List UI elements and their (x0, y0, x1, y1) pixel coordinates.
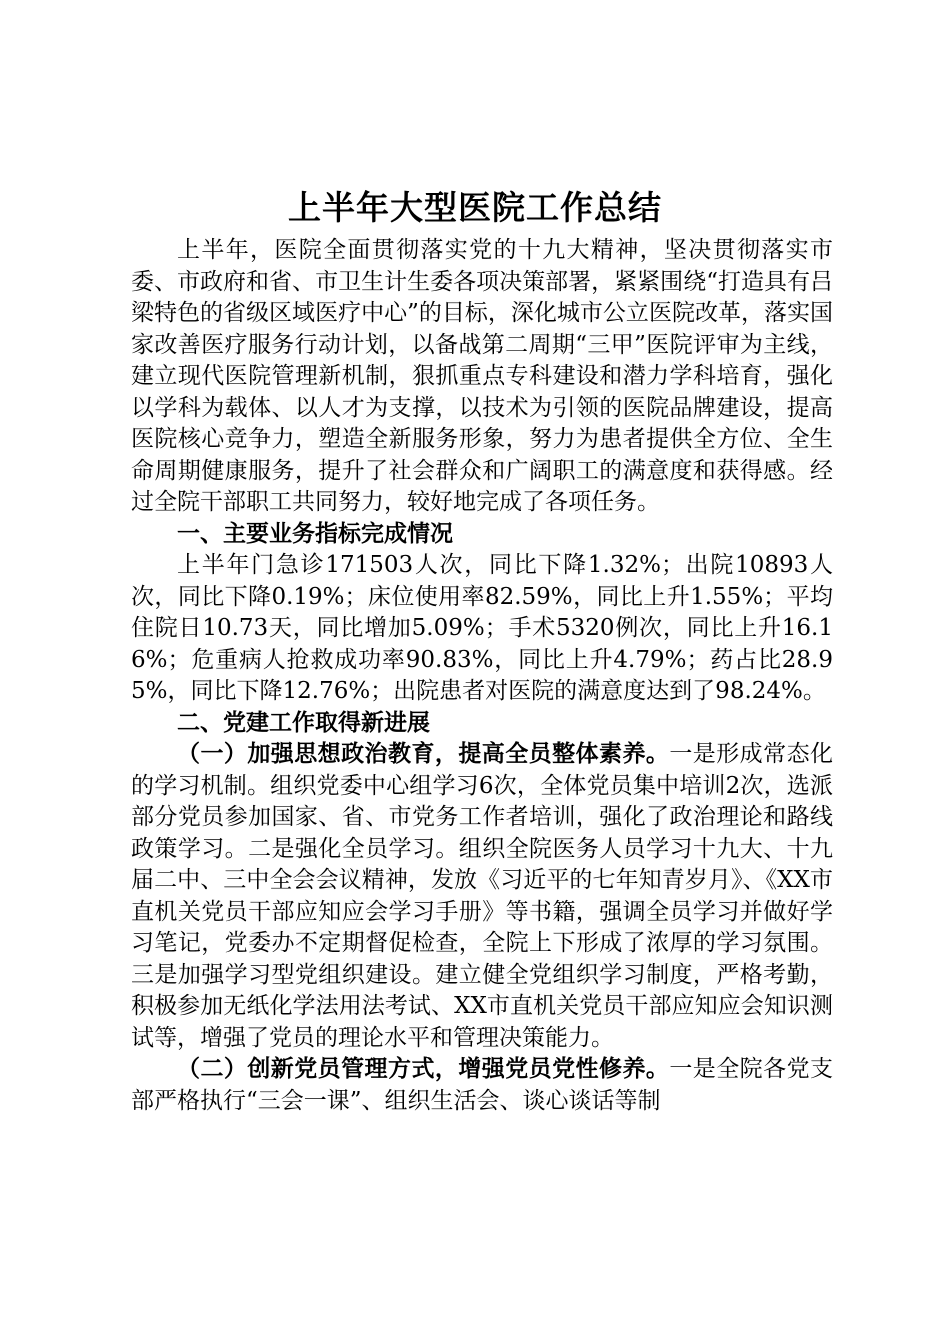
document-body (131, 235, 833, 1117)
subsection-2-paragraph (131, 1054, 833, 1117)
section-heading-1: 一、主要业务指标完成情况 (177, 520, 453, 547)
subsection-2-text: 一是全院各党支部严格执行“三会一课”、组织生活会、谈心谈话等制 (131, 1056, 834, 1114)
subsection-1-lead: （一）加强思想政治教育，提高全员整体素养。 (177, 741, 670, 767)
subsection-1-paragraph (131, 739, 833, 1054)
subsection-2-lead: （二）创新党员管理方式，增强党员党性修养。 (177, 1056, 670, 1082)
subsection-1-text: 一是形成常态化的学习机制。组织党委中心组学习6次，全体党员集中培训2次，选派部分党员参加国家、省、市党务工作者培训，强化了政治理论和路线政策学习。二是强化全员学习。组织全院医务人员学习十九大、十九届二中、三中全会会议精神，发放《习近平的七年知青岁月》、《XX市直机关党员干部应知应会学习手册》等书籍，强调全员学习并做好学习笔记，党委办不定期督促检查，全院上下形成了浓厚的学习氛围。三是加强学习型党组织建设。建立健全党组织学习制度，严格考勤，积极参加无纸化学法用法考试、XX市直机关党员干部应知应会知识测试等，增强了党员的理论水平和管理决策能力。 (131, 741, 834, 1051)
section-1-paragraph: 上半年门急诊171503人次，同比下降1.32%；出院10893人次，同比下降0.19%；床位使用率82.59%，同比上升1.55%；平均住院日10.73天，同比增加5.09%；手术5320例次，同比上升16.16%；危重病人抢救成功率90.83%，同比上升4.79%；药占比28.95%，同比下降12.76%；出院患者对医院的满意度达到了98.24%。 (131, 552, 833, 704)
document-title: 上半年大型医院工作总结 (288, 188, 662, 227)
section-heading-2: 二、党建工作取得新进展 (177, 709, 430, 736)
intro-paragraph: 上半年，医院全面贯彻落实党的十九大精神，坚决贯彻落实市委、市政府和省、市卫生计生委各项决策部署，紧紧围绕“打造具有吕梁特色的省级区域医疗中心”的目标，深化城市公立医院改革，落实国家改善医疗服务行动计划，以备战第二周期“三甲”医院评审为主线，建立现代医院管理新机制，狠抓重点专科建设和潜力学科培育，强化以学科为载体、以人才为支撑，以技术为引领的医院品牌建设，提高医院核心竞争力，塑造全新服务形象，努力为患者提供全方位、全生命周期健康服务，提升了社会群众和广阔职工的满意度和获得感。经过全院干部职工共同努力，较好地完成了各项任务。 (131, 237, 833, 515)
